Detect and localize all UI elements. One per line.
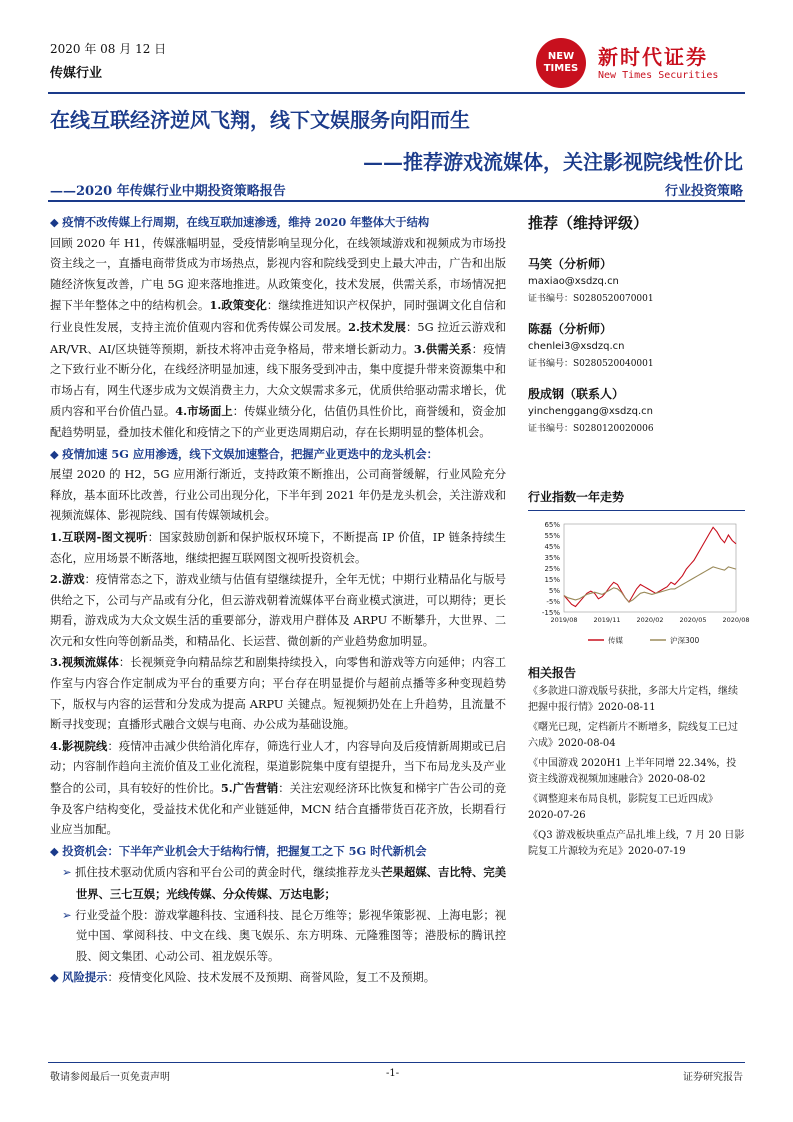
analyst-email: chenlei3@xsdzq.cn bbox=[528, 341, 625, 352]
related-report[interactable]: 《Q3 游戏板块重点产品扎堆上线，7 月 20 日影院复工片源较为充足》2020-07-19 bbox=[528, 830, 745, 857]
x-tick-label: 2020/05 bbox=[679, 616, 707, 624]
x-tick-label: 2019/08 bbox=[550, 616, 578, 624]
arrow-bullet-icon: ➢ bbox=[62, 866, 76, 880]
legend-label: 沪深300 bbox=[670, 636, 700, 645]
arrow-bullet-icon: ➢ bbox=[62, 908, 76, 922]
risk-note: ◆ 风险提示：疫情变化风险、技术发展不及预期、商誉风险，复工不及预期。 bbox=[50, 970, 436, 985]
analyst-email: yinchenggang@xsdzq.cn bbox=[528, 406, 653, 417]
section-heading: ◆ 投资机会：下半年产业机会大于结构行情，把握复工之下 5G 时代新机会 bbox=[50, 843, 427, 858]
diamond-bullet-icon: ◆ bbox=[50, 971, 63, 985]
main-body bbox=[50, 212, 506, 989]
analyst-block bbox=[528, 320, 746, 369]
paragraph: 回顾 2020 年 H1，传媒涨幅明显，受疫情影响呈现分化，在线领域游戏和视频成为市场投资主线之一，直播电商带货成为市场热点，影视内容和院线受到史上最大冲击，广告和出版随经济恢复改善，广电 5G 迎来落地推进。从政策变化，技术发展，供需关系，市场情况把握下半年整体之中的结构机会。1.政策变化：继续推进知识产权保护，同时强调文化自信和行业良性发展，支持主流价值观内容和优秀传媒公司发展。2.技术发展：5G 拉近云游戏和 AR/VR、AI/区块链等预期，新技术将冲击竞争格局，带来增长新动力。3.供需关系：疫情之下致行业不断分化，在线经济明显加速，线下服务受到冲击，集中度提升带来资源集中和市场占有，网生代逐步成为文娱消费主力，大众文娱需求多元，优质供给驱动需求增长，优质内容和平台价值凸显。4.市场面上：传媒业绩分化，估值仍具性价比，商誉缓和，资金加配趋势明显，叠加技术催化和疫情之下的产业更迭周期启动，存在长期明显的整体机会。 bbox=[50, 236, 506, 439]
y-tick-label: 45% bbox=[544, 543, 560, 551]
analyst-email: maxiao@xsdzq.cn bbox=[528, 276, 619, 287]
diamond-bullet-icon: ◆ bbox=[50, 216, 63, 229]
related-report[interactable]: 《多款进口游戏版号获批，多部大片定档，继续把握中报行情》2020-08-11 bbox=[528, 686, 738, 713]
y-tick-label: 5% bbox=[548, 587, 560, 595]
report-title-line2: ——推荐游戏流媒体，关注影视院线性价比 bbox=[363, 150, 743, 174]
analyst-cert: 证书编号：S0280520070001 bbox=[528, 294, 654, 304]
report-title: 在线互联经济逆风飞翔，线下文娱服务向阳而生 bbox=[50, 108, 470, 132]
related-report[interactable]: 《曙光已现，定档新片不断增多，院线复工已过六成》2020-08-04 bbox=[528, 722, 738, 749]
x-tick-label: 2020/02 bbox=[636, 616, 664, 624]
list-item: ➢ 行业受益个股：游戏掌趣科技、宝通科技、昆仑万维等；影视华策影视、上海电影；视觉中国、掌阅科技、中文在线、奥飞娱乐、东方明珠、元隆雅图等；港股标的腾讯控股、阅文集团、心动公司、祖龙娱乐等。 bbox=[62, 908, 506, 963]
section-heading: ◆ 疫情加速 5G 应用渗透，线下文娱加速整合，把握产业更迭中的龙头机会： bbox=[50, 446, 438, 461]
logo-cn-text: 新时代证券 bbox=[598, 45, 708, 69]
related-reports-list bbox=[528, 684, 745, 864]
section-heading: ◆ 疫情不改传媒上行周期，在线互联加速渗透，维持 2020 年整体大于结构 bbox=[50, 215, 430, 229]
y-tick-label: -5% bbox=[546, 598, 560, 606]
y-tick-label: 65% bbox=[544, 521, 560, 529]
related-report[interactable]: 《调整迎来布局良机，影院复工已近四成》2020-07-26 bbox=[528, 794, 718, 821]
diamond-bullet-icon: ◆ bbox=[50, 447, 63, 461]
sidebar bbox=[528, 212, 746, 434]
report-date: 2020 年 08 月 12 日 bbox=[50, 42, 167, 56]
analyst-cert: 证书编号：S0280520040001 bbox=[528, 359, 654, 369]
y-tick-label: 25% bbox=[544, 565, 560, 573]
industry-label: 传媒行业 bbox=[50, 66, 103, 81]
analyst-block bbox=[528, 385, 746, 434]
footer-divider bbox=[48, 1062, 745, 1063]
paragraph: 展望 2020 的 H2，5G 应用渐行渐近，支持政策不断推出，公司商誉缓解，行业风险充分释放，基本面环比改善，行业公司出现分化，下半年到 2021 年仍是龙头机会，关注游戏和视频流媒体、影视院线、国有传媒领域机会。 1.互联网-图文视听：国家鼓励创新和保护版权环境下，不断提高 IP 价值，IP 链条持续生态化，应用场景不断落地，继续把握互联网图文视听投资机会。 2.游戏：疫情常态之下，游戏业绩与估值有望继续提升，全年无忧；中期行业精品化与版号供给之下，公司与产品或有分化，但云游戏朝着流媒体平台商业模式演进，可以期待；更长期看，游戏成为大众文娱生活的重要部分，游戏用户群体及 ARPU 不断攀升，大世界、二次元和女性向等创新品类，和精品化、长运营、微创新的产业趋势愈加明显。 3.视频流媒体：长视频竞争向精品综艺和剧集持续投入，向零售和游戏等方向延伸；内容工作室与内容合作定制成为平台的重要方向；平台存在明显提价与超前点播等多种变现趋势下，版权与内容的运营和分发成为提高 ARPU 关键点。短视频扔处在上升趋势，且流量不断寻找变现；直播形式融合文娱与电商、办公成为基础设施。 4.影视院线：疫情冲击减少供给消化库存，筛选行业人才，内容导向及后疫情新周期或已启动；内容制作趋向主流价值及工业化流程，渠道影院集中度有望提升，当下布局龙头及产业整合的公司，具有较好的性价比。5.广告营销：关注宏观经济环比恢复和梯宇广告公司的竞争及客户结构变化，受益技术优化和产业链延伸，MCN 结合直播带货百花齐放，长期看行业应当加配。 bbox=[50, 468, 507, 837]
page-number: -1- bbox=[386, 1068, 400, 1079]
rating: 推荐（维持评级） bbox=[528, 214, 649, 232]
chart-title: 行业指数一年走势 bbox=[528, 490, 625, 504]
footer-doc-type: 证券研究报告 bbox=[683, 1072, 743, 1083]
diamond-bullet-icon: ◆ bbox=[50, 844, 63, 858]
logo-mark-icon: NEW TIMES bbox=[536, 38, 586, 88]
logo-en-text: New Times Securities bbox=[598, 70, 719, 81]
x-tick-label: 2020/08 bbox=[722, 616, 750, 624]
legend-label: 传媒 bbox=[608, 636, 623, 645]
analyst-name: 陈磊（分析师） bbox=[528, 322, 613, 336]
report-type: 行业投资策略 bbox=[664, 184, 743, 199]
chart-title-divider bbox=[528, 510, 745, 511]
title-divider bbox=[48, 200, 745, 202]
analyst-block bbox=[528, 255, 746, 304]
analyst-name: 殷成钢（联系人） bbox=[528, 387, 625, 401]
index-trend-chart bbox=[528, 516, 750, 651]
analyst-cert: 证书编号：S0280120020006 bbox=[528, 424, 654, 434]
series-line-传媒 bbox=[564, 527, 736, 606]
report-subtitle: ——2020 年传媒行业中期投资策略报告 bbox=[50, 184, 286, 199]
header-divider bbox=[48, 92, 745, 94]
analyst-name: 马笑（分析师） bbox=[528, 257, 613, 271]
footer-disclaimer[interactable]: 敬请参阅最后一页免责声明 bbox=[50, 1072, 170, 1083]
y-tick-label: 35% bbox=[544, 554, 560, 562]
y-tick-label: -15% bbox=[541, 609, 560, 617]
company-logo bbox=[536, 38, 746, 90]
y-tick-label: 15% bbox=[544, 576, 560, 584]
series-line-沪深300 bbox=[564, 567, 736, 602]
related-report[interactable]: 《中国游戏 2020H1 上半年同增 22.34%，投资主线游戏视频加速融合》2020-08-02 bbox=[528, 758, 737, 785]
related-reports-title: 相关报告 bbox=[528, 666, 577, 680]
x-tick-label: 2019/11 bbox=[593, 616, 621, 624]
list-item: ➢ 抓住技术驱动优质内容和平台公司的黄金时代，继续推荐龙头芒果超媒、吉比特、完美世界、三七互娱；光线传媒、分众传媒、万达电影； bbox=[62, 865, 506, 901]
y-tick-label: 55% bbox=[544, 532, 560, 540]
